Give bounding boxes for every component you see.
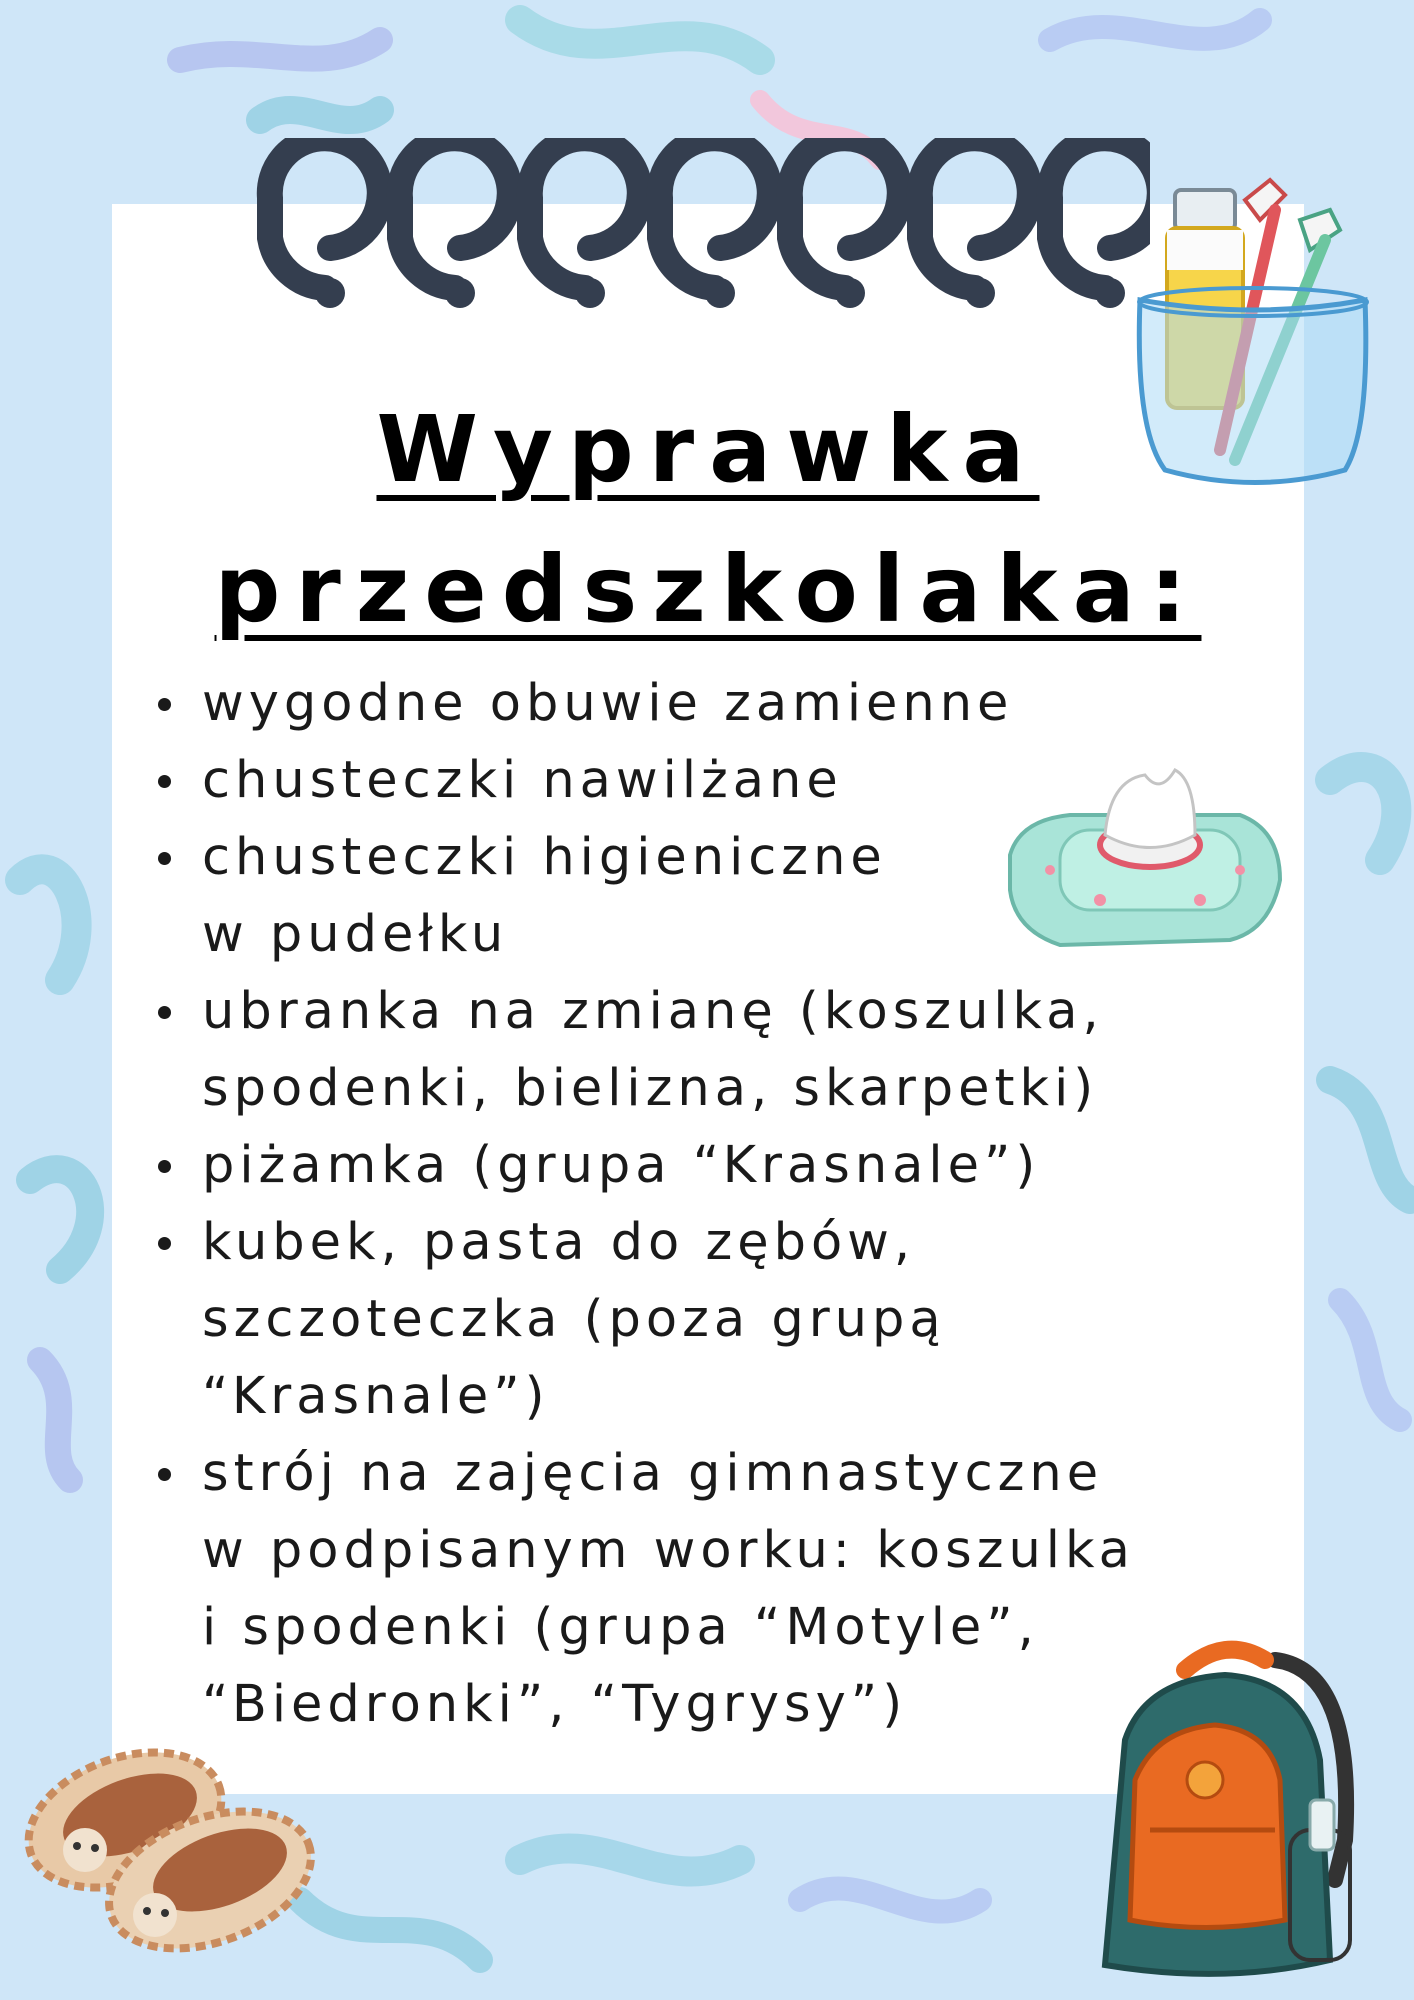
page-title — [112, 380, 1304, 660]
list-item — [150, 742, 1300, 819]
list-item-text: wygodne obuwie zamienne — [202, 674, 1014, 733]
list-item-text: ubranka na zmianę (koszulka, spodenki, bielizna, skarpetki) — [202, 982, 1104, 1118]
title-line-2: przedszkolaka: — [214, 536, 1202, 643]
list-item-text: chusteczki nawilżane — [202, 751, 843, 810]
list-item-text: piżamka (grupa “Krasnale”) — [202, 1136, 1041, 1195]
list-item-text: kubek, pasta do zębów, szczoteczka (poza grupą “Krasnale”) — [202, 1213, 946, 1426]
list-item — [150, 1435, 1300, 1743]
list-item — [150, 1204, 1300, 1435]
list-item — [150, 973, 1300, 1127]
list-item-text: chusteczki higieniczne w pudełku — [202, 828, 887, 964]
title-line-1: Wyprawka — [376, 396, 1040, 503]
list-item-text: strój na zajęcia gimnastyczne w podpisanym worku: koszulka i spodenki (grupa “Motyle”, “Biedronki”, “Tygrysy”) — [202, 1444, 1135, 1734]
notebook-rings-icon — [230, 138, 1150, 338]
list-item — [150, 1127, 1300, 1204]
supply-list — [150, 665, 1300, 1743]
list-item — [150, 665, 1300, 742]
slippers-icon — [15, 1730, 335, 1960]
list-item — [150, 819, 1300, 973]
